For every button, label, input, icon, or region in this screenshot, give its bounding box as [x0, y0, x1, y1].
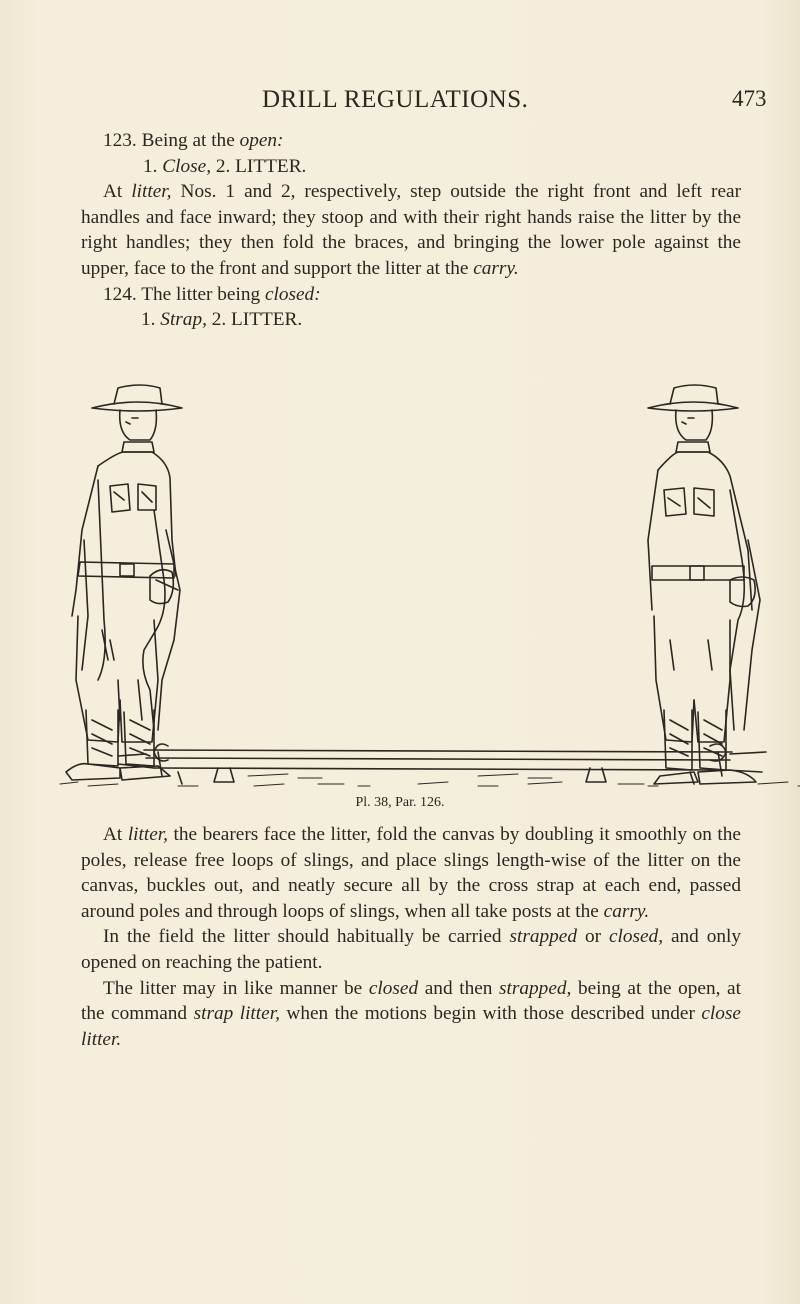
command-number: 1. [141, 309, 156, 331]
para-start: At [103, 824, 123, 845]
intro-emphasis: open: [239, 130, 284, 151]
body-paragraph-3 [81, 976, 741, 1053]
para-connector: and then [424, 977, 493, 999]
body-paragraph-1 [81, 822, 741, 924]
command-strap-litter [81, 307, 741, 333]
para-text: Nos. 1 and 2, respectively, step outside the right front and left rear handles and face inward; they stoop and with their right hands raise the litter by the right handles; they then fold the braces, and bringing the lower pole against the upper, face to the front and support the litter at the [81, 181, 741, 279]
soldier-left [66, 385, 182, 780]
para-text: when the motions begin with those described under [286, 1003, 695, 1025]
para-emphasis-close-litter: close litter. [81, 1003, 741, 1050]
para-emphasis-strap-litter: strap litter, [193, 1003, 280, 1025]
para-emphasis-strapped: strapped, [499, 977, 572, 999]
body-paragraph-2 [81, 924, 741, 975]
litter-stretcher [118, 744, 766, 784]
para-text: being at the open, at the command [81, 977, 741, 1025]
paragraph-number: 123. [103, 130, 137, 151]
command-strap: Strap, [160, 309, 207, 331]
intro-emphasis: closed: [264, 283, 321, 305]
para-start: At [103, 181, 123, 203]
section-123-intro [81, 128, 741, 154]
paragraph-number: 124. [103, 283, 137, 305]
para-emphasis-closed: closed [368, 977, 419, 999]
para-emphasis-carry: carry. [603, 900, 650, 922]
para-emphasis-litter: litter, [131, 181, 172, 203]
command-close-litter [81, 154, 741, 180]
para-emphasis-litter: litter, [127, 824, 168, 845]
section-124-intro [81, 282, 741, 308]
text-block-top [81, 128, 741, 333]
command-litter: 2. LITTER. [211, 309, 303, 331]
para-text: In the field the litter should habitually be carried [103, 926, 502, 948]
ground-shading [60, 774, 800, 786]
section-123-paragraph [81, 179, 741, 281]
para-emphasis-carry: carry. [473, 257, 519, 279]
command-litter: 2. LITTER. [215, 155, 307, 177]
para-text: the bearers face the litter, fold the canvas by doubling it smoothly on the poles, release free loops of slings, and place slings length-wise of the litter on the canvas, buckles out, and neatly secure all by the cross strap at each end, passed around poles and through loops of slings, when all take posts at the [81, 824, 741, 922]
para-text: The litter may in like manner be [103, 977, 363, 999]
intro-text: Being at the [141, 130, 235, 151]
para-end: and only opened on reaching the patient. [81, 926, 741, 973]
figure-caption: Pl. 38, Par. 126. [355, 795, 445, 810]
para-emphasis-strapped: strapped [509, 926, 577, 948]
para-connector: or [584, 926, 601, 948]
para-emphasis-closed: closed, [608, 926, 664, 948]
text-block-bottom [81, 822, 741, 1052]
running-title: DRILL REGULATIONS. [262, 86, 529, 113]
illustration-litter-bearers [58, 380, 800, 790]
intro-text: The litter being [141, 283, 261, 305]
page-number: 473 [732, 86, 767, 111]
page-header [0, 86, 800, 116]
command-number: 1. [143, 155, 158, 177]
soldier-right [648, 385, 760, 784]
command-close: Close, [162, 155, 212, 177]
